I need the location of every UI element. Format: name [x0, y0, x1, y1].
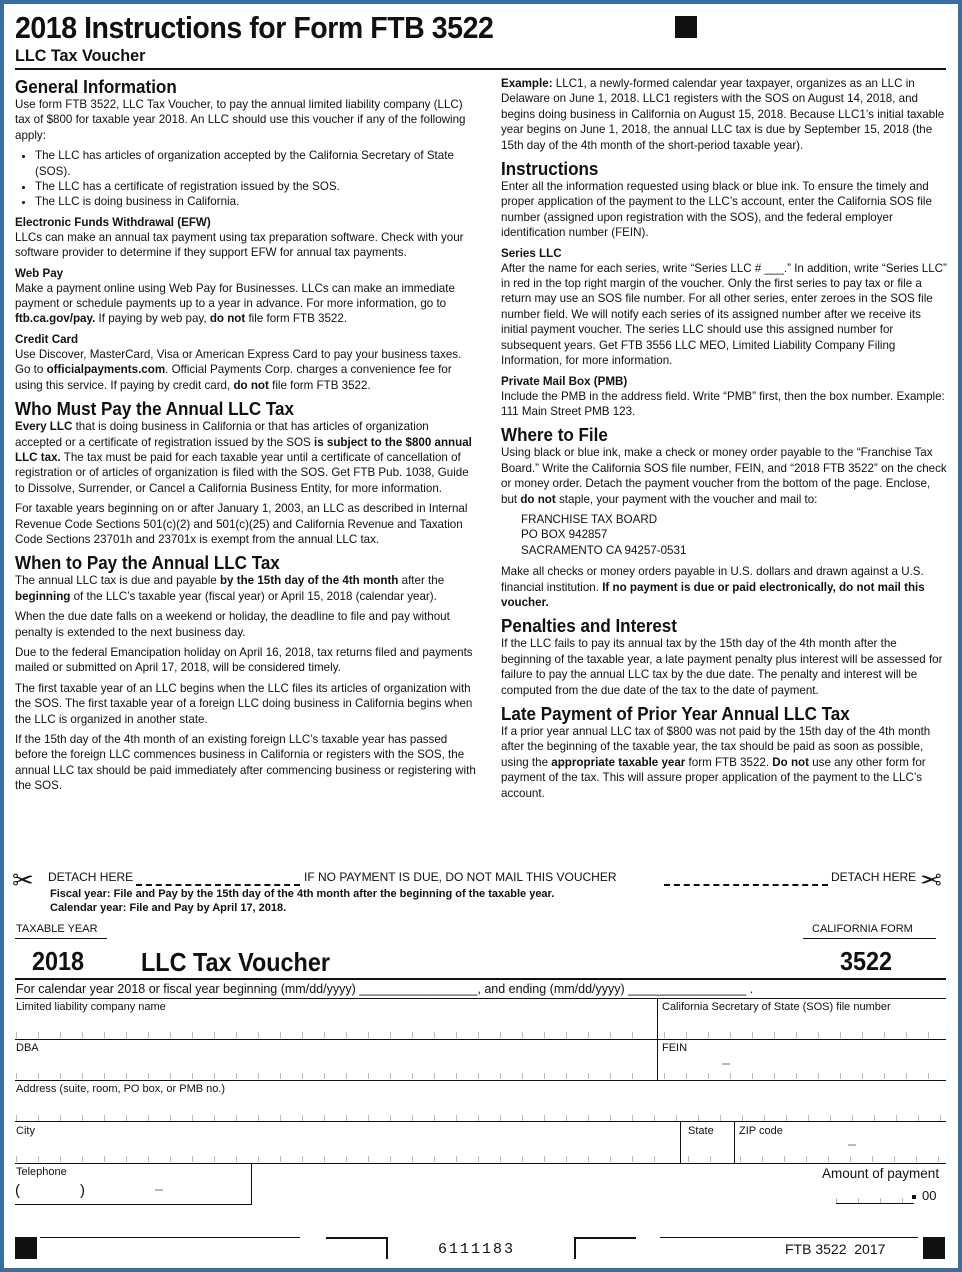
registration-mark [923, 1237, 945, 1259]
official-payments-link[interactable]: officialpayments.com [46, 363, 166, 377]
web-pay-link[interactable]: ftb.ca.gov/pay. [15, 312, 96, 326]
fein-input[interactable] [664, 1073, 944, 1079]
page-subtitle: LLC Tax Voucher [15, 46, 146, 65]
registration-mark [675, 16, 697, 38]
efw-text: LLCs can make an annual tax payment using tax preparation software. Check with your software provider to determine if they support EFW for annual tax payments. [15, 230, 464, 260]
calendar-year-note: Calendar year: File and Pay by April 17, 2018. [50, 902, 287, 914]
scan-bracket-right [574, 1237, 636, 1259]
llc-name-input[interactable] [16, 1032, 654, 1038]
column-divider [734, 1122, 735, 1164]
address-label: Address (suite, room, PO box, or PMB no.) [16, 1083, 226, 1095]
row-rule [15, 1121, 946, 1122]
scissors-right-icon: ✂ [920, 865, 942, 895]
list-item: • The LLC has articles of organization accepted by the California Secretary of State (SOS). [35, 148, 477, 179]
detach-right-label: DETACH HERE [831, 870, 917, 884]
row-rule [15, 1080, 946, 1081]
late-payment-text: If a prior year annual LLC tax of $800 was not paid by the 15th day of the 4th month after the beginning of the taxable year, the tax should be paid as soon as possible, using the appropriate taxable year form FTB 3522. Do not use any other form for payment of the tax. This will assure proper application of the payment to the LLC’s account. [501, 725, 931, 800]
credit-card-heading: Credit Card [15, 332, 79, 346]
fein-dash [722, 1063, 730, 1065]
where-to-file-heading: Where to File [501, 424, 608, 446]
pmb-heading: Private Mail Box (PMB) [501, 374, 628, 388]
series-llc-heading: Series LLC [501, 246, 562, 260]
taxable-year-label: TAXABLE YEAR [16, 923, 98, 935]
fiscal-year-note: Fiscal year: File and Pay by the 15th day of the 4th month after the beginning of the taxable year. [50, 888, 555, 900]
row-rule [15, 1163, 946, 1164]
when-to-pay-text: The annual LLC tax is due and payable by the 15th day of the 4th month after the beginning of the LLC’s taxable year (fiscal year) or April 15, 2018 (calendar year). [15, 574, 445, 603]
telephone-bottom-rule [15, 1204, 252, 1205]
page-title: 2018 Instructions for Form FTB 3522 [15, 10, 494, 45]
voucher-title: LLC Tax Voucher [141, 947, 330, 977]
example-text: Example: LLC1, a newly-formed calendar year taxpayer, organizes as an LLC in Delaware on June 1, 2018. LLC1 registers with the SOS on August 14, 2018, and begins doing business in California on August 15, 2018. Because LLC1’s initial taxable year begins on June 1, 2018, the annual LLC tax is due by September 15, 2018 (the 15th day of the 4th month of the short-period taxable year). [501, 77, 945, 152]
where-to-file-text: Using black or blue ink, make a check or money order payable to the “Franchise Tax Board.” Write the California SOS file number, FEIN, and “2018 FTB 3522” on the check or money order. Detach the payment voucher from the bottom of the page. Enclose, but do not staple, your payment with the voucher and mail to: [501, 446, 947, 506]
mailing-address: FRANCHISE TAX BOARD PO BOX 942857 SACRAMENTO CA 94257-0531 [521, 512, 687, 557]
telephone-divider [251, 1164, 252, 1205]
taxable-year-rule [15, 938, 107, 939]
header-rule [15, 68, 946, 70]
column-divider [680, 1122, 681, 1164]
right-column [501, 76, 947, 806]
voucher-form-number: 3522 [840, 946, 893, 976]
registration-mark [15, 1237, 37, 1259]
left-column [15, 76, 477, 799]
california-form-rule [803, 938, 936, 939]
period-rule [15, 998, 946, 999]
decimal-point [912, 1195, 916, 1199]
telephone-input[interactable] [16, 1178, 248, 1202]
pmb-text: Include the PMB in the address field. Write “PMB” first, then the box number. Example: 111 Main Street PMB 123. [501, 389, 945, 418]
emancipation-text: Due to the federal Emancipation holiday on April 16, 2018, tax returns filed and payments mailed or submitted on April 17, 2018, will be considered timely. [15, 645, 473, 675]
weekend-text: When the due date falls on a weekend or holiday, the deadline to file and pay without penalty is extended to the next business day. [15, 610, 450, 639]
efw-heading: Electronic Funds Withdrawal (EFW) [15, 215, 211, 229]
voucher-year: 2018 [32, 946, 85, 976]
zip-input[interactable] [740, 1156, 944, 1162]
first-year-text: The first taxable year of an LLC begins when the LLC files its articles of organization with the SOS. The first taxable year of a foreign LLC doing business in California begins when the LLC is organized in another state. [15, 681, 473, 726]
who-must-pay-text: Every LLC that is doing business in California or that has articles of organization accepted or a certificate of registration issued by the SOS is subject to the $800 annual LLC tax. The tax must be paid for each taxable year until a certificate of cancellation of registration or of articles of organization is filed with the SOS. Get FTB Pub. 1038, Guide to Dissolve, Surrender, or Cancel a California Business Entity, for more information. [15, 420, 472, 495]
state-label: State [688, 1125, 714, 1137]
fein-label: FEIN [662, 1042, 688, 1054]
amount-label: Amount of payment [822, 1166, 940, 1181]
general-information-heading: General Information [15, 76, 177, 97]
instructions-heading: Instructions [501, 158, 599, 180]
telephone-close-paren: ) [80, 1182, 85, 1199]
late-payment-heading: Late Payment of Prior Year Annual LLC Tax [501, 703, 850, 724]
scissors-left-icon: ✂ [12, 865, 34, 895]
zip-label: ZIP code [739, 1125, 783, 1137]
state-input[interactable] [688, 1156, 732, 1162]
telephone-label: Telephone [16, 1166, 67, 1178]
detach-dash-left [136, 884, 300, 886]
amount-cents: 00 [922, 1188, 937, 1203]
detach-dash-right [664, 884, 828, 886]
city-label: City [16, 1125, 35, 1137]
detach-middle-label: IF NO PAYMENT IS DUE, DO NOT MAIL THIS VOUCHER [304, 870, 617, 884]
barcode-number: 6111183 [438, 1241, 516, 1258]
city-input[interactable] [16, 1156, 676, 1162]
zip-dash [848, 1144, 856, 1146]
scan-bracket-left [326, 1237, 388, 1259]
penalties-heading: Penalties and Interest [501, 615, 677, 637]
list-item: • The LLC has a certificate of registration issued by the SOS. [35, 179, 477, 194]
payable-text: Make all checks or money orders payable in U.S. dollars and drawn against a U.S. financial institution. If no payment is due or paid electronically, do not mail this voucher. [501, 565, 925, 609]
amount-input[interactable] [836, 1198, 914, 1204]
telephone-open-paren: ( [15, 1182, 20, 1199]
sos-number-label: California Secretary of State (SOS) file number [662, 1001, 891, 1013]
credit-card-text: Use Discover, MasterCard, Visa or American Express Card to pay your business taxes. Go to officialpayments.com. Official Payments Corp. charges a convenience fee for using this service. If paying by credit card, do not file form FTB 3522. [15, 347, 462, 392]
footer-rule [660, 1237, 918, 1238]
exempt-text: For taxable years beginning on or after January 1, 2003, an LLC as described in Internal Revenue Code Sections 501(c)(2) and 501(c)(25) and California Revenue and Taxation Code Sections 23701h and 23701x is exempt from the annual LLC tax. [15, 502, 468, 546]
web-pay-text: Make a payment online using Web Pay for Businesses. LLCs can make an immediate payment or schedule payments up to a year in advance. For more information, go to ftb.ca.gov/pay. If paying by web pay, do not file form FTB 3522. [15, 281, 455, 326]
footer-rule [40, 1237, 300, 1238]
footer-form-id: FTB 3522 2017 [785, 1241, 886, 1257]
california-form-label: CALIFORNIA FORM [812, 923, 913, 935]
row-rule [15, 1039, 946, 1040]
voucher-top-rule [15, 978, 946, 980]
sos-number-input[interactable] [664, 1032, 944, 1038]
foreign-llc-text: If the 15th day of the 4th month of an existing foreign LLC’s taxable year has passed before the foreign LLC commences business in California or registers with the SOS, the annual LLC tax should be paid immediately after commencing business or registering with the SOS. [15, 733, 476, 793]
list-item: • The LLC is doing business in California. [35, 194, 477, 209]
detach-left-label: DETACH HERE [48, 870, 134, 884]
web-pay-heading: Web Pay [15, 266, 64, 280]
instructions-text: Enter all the information requested using black or blue ink. To ensure the timely and proper application of the payment to the LLC’s account, enter the California SOS file number (assigned upon registration with the SOS), and the federal employer identification number (FEIN). [501, 180, 932, 240]
series-llc-text: After the name for each series, write “Series LLC # ___.” In addition, write “Series LLC” in red in the top right margin of the voucher. Only the first series to pay tax or file a return may use an SOS file number. For all other series, enter zeroes in the SOS file number field. We will notify each series of its assigned number after we receive its initial payment voucher. The series LLC should use this assigned number for subsequent years. Get FTB 3556 LLC MEO, Limited Liability Company Filing Information, for more information. [501, 261, 947, 368]
who-must-pay-heading: Who Must Pay the Annual LLC Tax [15, 398, 294, 420]
when-to-pay-heading: When to Pay the Annual LLC Tax [15, 552, 280, 574]
general-information-list [15, 148, 477, 210]
llc-name-label: Limited liability company name [16, 1001, 166, 1013]
general-information-text: Use form FTB 3522, LLC Tax Voucher, to pay the annual limited liability company (LLC) tax of $800 for taxable year 2018. An LLC should use this voucher if any of the following apply: [15, 98, 466, 142]
dba-label: DBA [16, 1042, 39, 1054]
period-line: For calendar year 2018 or fiscal year beginning (mm/dd/yyyy) _________________, and ending (mm/dd/yyyy) _________________ . [16, 982, 754, 996]
dba-input[interactable] [16, 1073, 654, 1079]
penalties-text: If the LLC fails to pay its annual tax by the 15th day of the 4th month after the beginning of the taxable year, a late payment penalty plus interest will be assessed for failure to pay the annual LLC tax by the due date. The penalty and interest will be computed from the due date of the tax to the date of payment. [501, 637, 943, 697]
